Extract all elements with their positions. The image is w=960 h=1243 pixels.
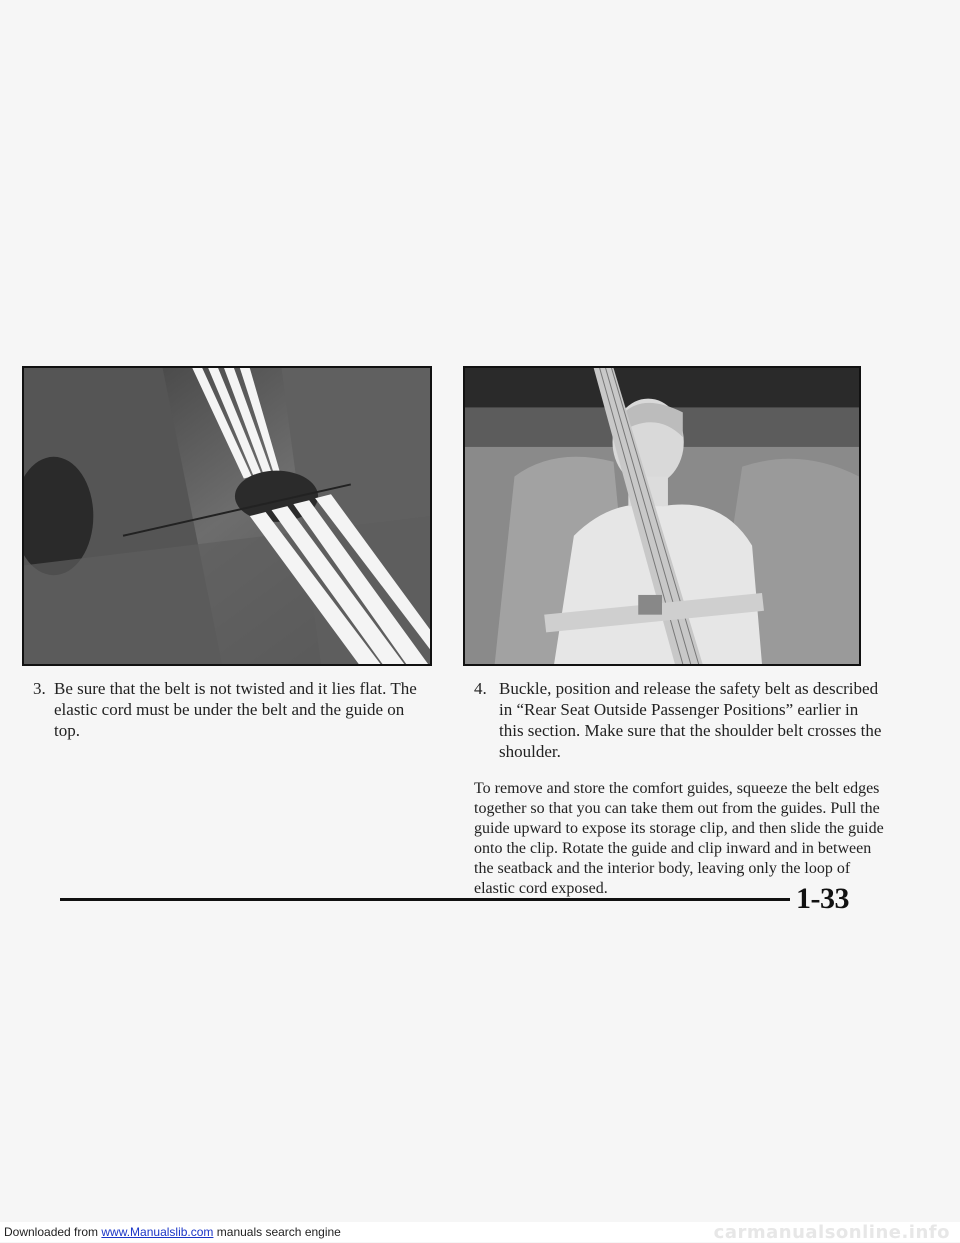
footer-rule xyxy=(60,898,790,901)
manualslib-link[interactable]: www.Manualslib.com xyxy=(101,1225,214,1239)
download-suffix: manuals search engine xyxy=(213,1225,341,1239)
comfort-guide-illustration xyxy=(22,366,432,666)
child-seated-illustration xyxy=(463,366,861,666)
step-3 xyxy=(33,678,433,748)
step-text: Be sure that the belt is not twisted and it lies flat. The elastic cord must be under the belt and the guide on top. xyxy=(54,679,417,740)
storage-instructions: To remove and store the comfort guides, squeeze the belt edges together so that you can take them out from the guides. Pull the guide upward to expose its storage clip, and then slide the guide onto the clip. Rotate the guide and clip inward and in between the seatback and the interior body, leaving only the loop of elastic cord exposed. xyxy=(474,780,884,897)
site-watermark: carmanualsonline.info xyxy=(713,1222,950,1243)
step-text: Buckle, position and release the safety belt as described in “Rear Seat Outside Passenger Positions” earlier in this section. Make sure that the shoulder belt crosses the shoulder. xyxy=(499,679,882,761)
child-with-belt-drawing xyxy=(465,368,859,664)
step-number: 3. xyxy=(33,679,46,698)
download-footer xyxy=(0,1222,960,1242)
step-number: 4. xyxy=(474,679,487,698)
seat-belt-guide-drawing xyxy=(24,368,430,664)
download-prefix: Downloaded from xyxy=(4,1225,102,1239)
download-notice xyxy=(4,1225,341,1239)
step-4 xyxy=(474,678,894,768)
page-number: 1-33 xyxy=(796,882,849,915)
